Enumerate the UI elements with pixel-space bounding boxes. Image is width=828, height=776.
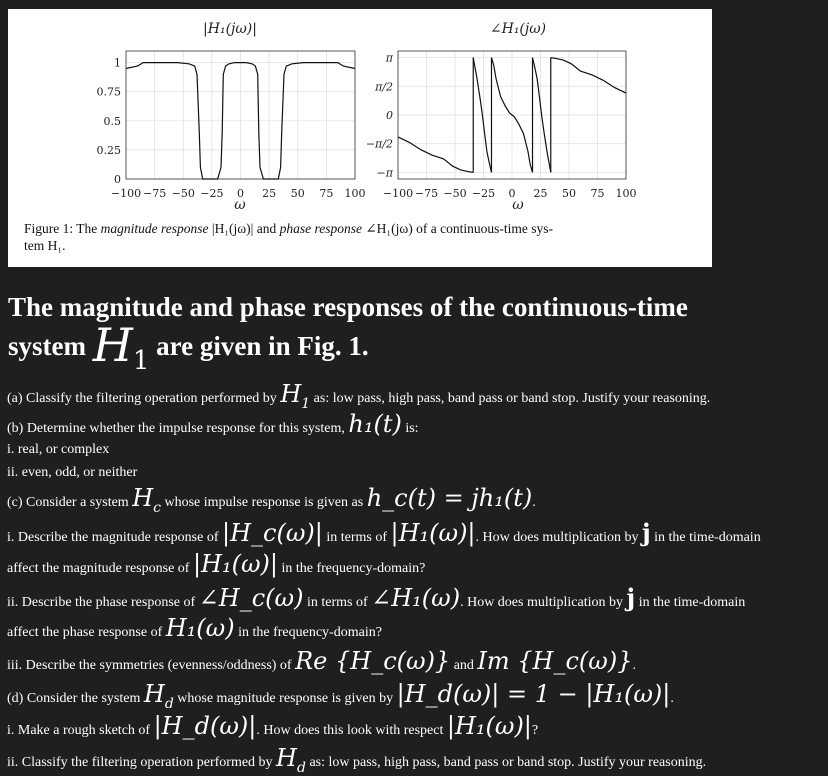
y-tick-label: 1 bbox=[114, 56, 121, 70]
figure-plots bbox=[8, 9, 712, 214]
y-tick-label: −π bbox=[376, 166, 393, 180]
x-tick-label: 100 bbox=[615, 187, 637, 200]
x-tick-label: −75 bbox=[143, 187, 167, 200]
y-tick-label: −π/2 bbox=[365, 137, 393, 151]
question-c-i-cont: affect the magnitude response of |H₁(ω)| in the frequency-domain? bbox=[7, 550, 426, 578]
x-tick-label: −100 bbox=[110, 187, 142, 200]
x-tick-label: −25 bbox=[471, 187, 496, 200]
x-tick-label: 25 bbox=[262, 187, 277, 200]
mag-y-ticks bbox=[97, 57, 122, 186]
phase-y-ticks bbox=[366, 52, 394, 180]
y-tick-label: 0 bbox=[114, 173, 121, 186]
x-tick-label: −75 bbox=[414, 187, 439, 200]
question-c-ii-cont: affect the phase response of H₁(ω) in the frequency-domain? bbox=[7, 614, 382, 642]
mag-x-label: ω bbox=[234, 197, 246, 213]
x-tick-label: −50 bbox=[443, 187, 467, 200]
question-c-iii: iii. Describe the symmetries (evenness/oddness) of Re {H_c(ω)} and Im {H_c(ω)}. bbox=[7, 647, 636, 675]
page-title: The magnitude and phase responses of the continuous-time system $H_1$ are given in Fig. 1. bbox=[8, 292, 688, 376]
x-tick-label: −100 bbox=[382, 187, 414, 200]
question-d-ii: ii. Classify the filtering operation performed by $H_d$ as: low pass, high pass, band pass or band stop. Justify your reasoning. bbox=[7, 744, 707, 776]
figure-1 bbox=[8, 9, 712, 267]
question-d-i: i. Make a rough sketch of |H_d(ω)|. How does this look with respect |H₁(ω)|? bbox=[7, 712, 539, 740]
y-tick-label: 0.5 bbox=[103, 114, 121, 128]
x-tick-label: 75 bbox=[319, 187, 334, 200]
y-tick-label: 0.25 bbox=[96, 143, 121, 157]
y-tick-label: 0 bbox=[386, 109, 393, 122]
x-tick-label: −50 bbox=[171, 187, 195, 200]
x-tick-label: 50 bbox=[562, 187, 576, 200]
x-tick-label: 100 bbox=[344, 187, 366, 200]
y-tick-label: π bbox=[385, 51, 393, 65]
x-tick-label: −25 bbox=[200, 187, 224, 200]
question-b: (b) Determine whether the impulse response for this system, h₁(t) is: bbox=[7, 410, 419, 438]
phase-x-label: ω bbox=[512, 197, 524, 213]
question-d: (d) Consider the system $H_d$ whose magnitude response is given by |H_d(ω)| = 1 − |H₁(ω)|. bbox=[7, 680, 674, 712]
phase-x-ticks bbox=[383, 187, 637, 200]
phase-plot-title: ∠H₁(jω) bbox=[489, 21, 547, 37]
x-tick-label: 0 bbox=[237, 187, 244, 200]
x-tick-label: 50 bbox=[290, 187, 305, 200]
figure-caption: Figure 1: The magnitude response |H₁(jω)| and phase response ∠H₁(jω) of a continuous-time sys- tem H₁. bbox=[24, 221, 553, 253]
mag-plot-title: |H₁(jω)| bbox=[203, 21, 257, 37]
question-b-i: i. real, or complex bbox=[7, 442, 110, 457]
mag-grid bbox=[126, 51, 355, 179]
y-tick-label: π/2 bbox=[375, 80, 393, 94]
question-c: (c) Consider a system $H_c$ whose impulse response is given as h_c(t) = jh₁(t). bbox=[7, 484, 536, 516]
question-c-i: i. Describe the magnitude response of |H_c(ω)| in terms of |H₁(ω)|. How does multiplication by j in the time-domain bbox=[7, 518, 761, 547]
phase-segment bbox=[398, 137, 473, 173]
y-tick-label: 0.75 bbox=[96, 85, 121, 99]
phase-segment bbox=[551, 58, 626, 94]
question-c-ii: ii. Describe the phase response of ∠H_c(ω) in terms of ∠H₁(ω). How does multiplication by j in the time-domain bbox=[7, 583, 746, 612]
question-b-ii: ii. even, odd, or neither bbox=[7, 465, 138, 480]
x-tick-label: 25 bbox=[533, 187, 548, 200]
x-tick-label: 75 bbox=[590, 187, 605, 200]
x-tick-label: 0 bbox=[508, 187, 516, 200]
question-a: (a) Classify the filtering operation performed by $H_1$ as: low pass, high pass, band pass or band stop. Justify your reasoning. bbox=[7, 380, 711, 412]
